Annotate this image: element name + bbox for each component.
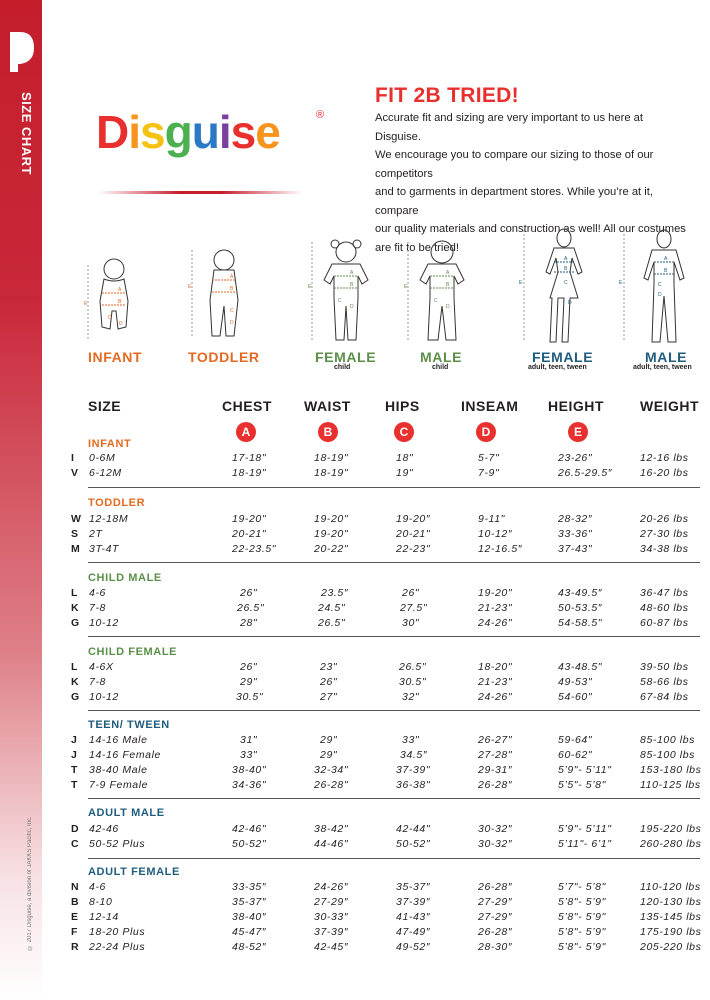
disguise-logo	[94, 96, 332, 158]
header-chest: CHEST	[222, 398, 272, 414]
svg-text:D: D	[119, 321, 123, 327]
svg-text:E: E	[308, 284, 312, 290]
table-row: E 12-14 38-40″ 30-33″ 41-43″ 27-29″ 5’8"- 5’9" 135-145 lbs	[71, 911, 702, 923]
header-waist: WAIST	[304, 398, 351, 414]
figure-sub-adult-male: adult, teen, tween	[633, 364, 692, 371]
child-male-figure	[404, 236, 470, 344]
intro-line: our quality materials and construction as well! All our costumes	[375, 223, 686, 235]
svg-text:E: E	[519, 280, 523, 286]
header-weight: WEIGHT	[640, 398, 699, 414]
divider	[88, 858, 700, 859]
svg-text:B: B	[350, 282, 354, 288]
table-row: G 10-12 30.5" 27" 32" 24-26" 54-60" 67-84 lbs	[71, 691, 689, 703]
svg-text:A: A	[446, 270, 450, 276]
table-row: W 12-18M 19-20" 19-20" 19-20″ 9-11" 28-32″ 20-26 lbs	[71, 513, 689, 525]
table-row: D 42-46 42-46" 38-42" 42-44" 30-32″ 5’9"- 5’11" 195-220 lbs	[71, 823, 702, 835]
section-title-child-male: CHILD MALE	[88, 572, 162, 584]
child-male-outline-icon	[404, 236, 470, 344]
infant-figure	[82, 245, 142, 345]
table-row: L 4-6X 26" 23" 26.5" 18-20" 43-48.5" 39-50 lbs	[71, 661, 689, 673]
figure-label-toddler: TODDLER	[188, 349, 260, 365]
figure-sub-child-male: child	[432, 364, 449, 371]
figure-sub-adult-female: adult, teen, tween	[528, 364, 587, 371]
divider	[88, 487, 700, 488]
header-inseam: INSEAM	[461, 398, 519, 414]
svg-text:A: A	[564, 256, 568, 262]
figure-label-adult-female: FEMALE	[532, 349, 594, 365]
intro-line: are fit to be tried!	[375, 241, 459, 254]
svg-text:D: D	[446, 304, 450, 310]
table-row: F 18-20 Plus 45-47″ 37-39″ 47-49″ 26-28″ 5’8"- 5’9" 175-190 lbs	[71, 926, 702, 938]
table-row: K 7-8 26.5" 24.5" 27.5" 21-23" 50-53.5″ 48-60 lbs	[71, 602, 689, 614]
svg-text:D: D	[658, 292, 662, 298]
table-row: S 2T 20-21" 19-20" 20-21" 10-12″ 33-36" 27-30 lbs	[71, 528, 689, 540]
badge-chest: A	[236, 422, 256, 442]
svg-text:B: B	[118, 299, 122, 305]
badge-hips: C	[394, 422, 414, 442]
svg-text:C: C	[658, 282, 662, 288]
table-row: G 10-12 28" 26.5" 30" 24-26" 54-58.5" 60-87 lbs	[71, 617, 689, 629]
figure-label-child-female: FEMALE	[315, 349, 377, 365]
table-row: J 14-16 Female 33" 29" 34.5″ 27-28" 60-62" 85-100 lbs	[71, 749, 696, 761]
svg-text:E: E	[404, 284, 408, 290]
svg-text:B: B	[230, 286, 234, 292]
adult-female-figure	[516, 226, 596, 346]
infant-outline-icon	[82, 245, 142, 345]
svg-text:E: E	[188, 284, 192, 290]
svg-text:C: C	[230, 308, 234, 314]
section-title-toddler: TODDLER	[88, 497, 146, 509]
header-size: SIZE	[88, 398, 122, 414]
intro-line: Accurate fit and sizing are very important to us here at Disguise.	[375, 112, 644, 143]
svg-text:C: C	[338, 298, 342, 304]
child-female-figure	[306, 236, 376, 344]
intro-line: We encourage you to compare our sizing to those of our competitors	[375, 149, 654, 180]
svg-text:B: B	[564, 266, 568, 272]
figure-label-adult-male: MALE	[645, 349, 688, 365]
table-row: T 7-9 Female 34-36" 26-28" 36-38" 26-28″ 5’5"- 5’8" 110-125 lbs	[71, 779, 701, 791]
table-row: N 4-6 33-35″ 24-26″ 35-37″ 26-28″ 5’7"- 5’8" 110-120 lbs	[71, 881, 701, 893]
table-row: J 14-16 Male 31" 29" 33" 26-27" 59-64" 85-100 lbs	[71, 734, 696, 746]
svg-text:A: A	[350, 270, 354, 276]
header-height: HEIGHT	[548, 398, 604, 414]
svg-text:E: E	[619, 280, 623, 286]
svg-text:B: B	[664, 268, 668, 274]
figure-label-infant: INFANT	[88, 349, 143, 365]
toddler-outline-icon	[186, 244, 246, 344]
table-row: K 7-8 29" 26" 30.5" 21-23" 49-53" 58-66 lbs	[71, 676, 689, 688]
adult-female-outline-icon	[516, 226, 596, 346]
copyright-text: © 2017 Disguise, a division of JAKKS Pacific, Inc.	[27, 816, 33, 950]
table-row: L 4-6 26" 23.5″ 26" 19-20" 43-49.5″ 36-47 lbs	[71, 587, 689, 599]
table-row: T 38-40 Male 38-40" 32-34" 37-39" 29-31″ 5’9"- 5’11" 153-180 lbs	[71, 764, 702, 776]
brand-underline	[98, 191, 303, 194]
section-title-teen-tween: TEEN/ TWEEN	[88, 719, 170, 731]
svg-text:D: D	[568, 300, 572, 306]
section-title-adult-male: ADULT MALE	[88, 807, 165, 819]
child-female-outline-icon	[306, 236, 376, 344]
toddler-figure	[186, 244, 246, 344]
table-row: V 6-12M 18-19" 18-19" 19" 7-9" 26.5-29.5″ 16-20 lbs	[71, 467, 689, 479]
section-title-infant: INFANT	[88, 438, 132, 450]
svg-text:A: A	[118, 287, 122, 293]
svg-text:C: C	[564, 280, 568, 286]
svg-text:E: E	[84, 301, 88, 307]
adult-male-figure	[618, 226, 698, 346]
intro-title: FIT 2B TRIED!	[375, 84, 519, 107]
header-hips: HIPS	[385, 398, 420, 414]
badge-waist: B	[318, 422, 338, 442]
table-row: R 22-24 Plus 48-52″ 42-45″ 49-52″ 28-30″ 5’8"- 5’9" 205-220 lbs	[71, 941, 702, 953]
table-row: M 3T-4T 22-23.5" 20-22" 22-23" 12-16.5″ 37-43" 34-38 lbs	[71, 543, 689, 555]
svg-text:C: C	[108, 315, 112, 321]
divider	[88, 710, 700, 711]
table-row: C 50-52 Plus 50-52" 44-46" 50-52" 30-32″ 5’11"- 6’1" 260-280 lbs	[71, 838, 702, 850]
svg-text:Disguise: Disguise	[96, 106, 280, 158]
svg-text:D: D	[230, 320, 234, 326]
badge-height: E	[568, 422, 588, 442]
section-title-adult-female: ADULT FEMALE	[88, 866, 180, 878]
svg-text:B: B	[446, 282, 450, 288]
adult-male-outline-icon	[618, 226, 698, 346]
svg-text:D: D	[350, 304, 354, 310]
intro-line: and to garments in department stores. While you’re at it, compare	[375, 186, 653, 217]
disguise-d-logo-icon	[6, 28, 36, 74]
svg-text:A: A	[664, 256, 668, 262]
divider	[88, 798, 700, 799]
figure-label-child-male: MALE	[420, 349, 463, 365]
svg-text:C: C	[434, 298, 438, 304]
svg-text:A: A	[230, 274, 234, 280]
sidebar-title: SIZE CHART	[19, 92, 34, 175]
table-row: I 0-6M 17-18" 18-19" 18" 5-7" 23-26" 12-16 lbs	[71, 452, 689, 464]
section-title-child-female: CHILD FEMALE	[88, 646, 178, 658]
svg-text:®: ®	[316, 109, 325, 121]
figure-sub-child-female: child	[334, 364, 351, 371]
table-row: B 8-10 35-37″ 27-29″ 37-39″ 27-29″ 5’8"- 5’9" 120-130 lbs	[71, 896, 702, 908]
badge-inseam: D	[476, 422, 496, 442]
divider	[88, 562, 700, 563]
divider	[88, 636, 700, 637]
